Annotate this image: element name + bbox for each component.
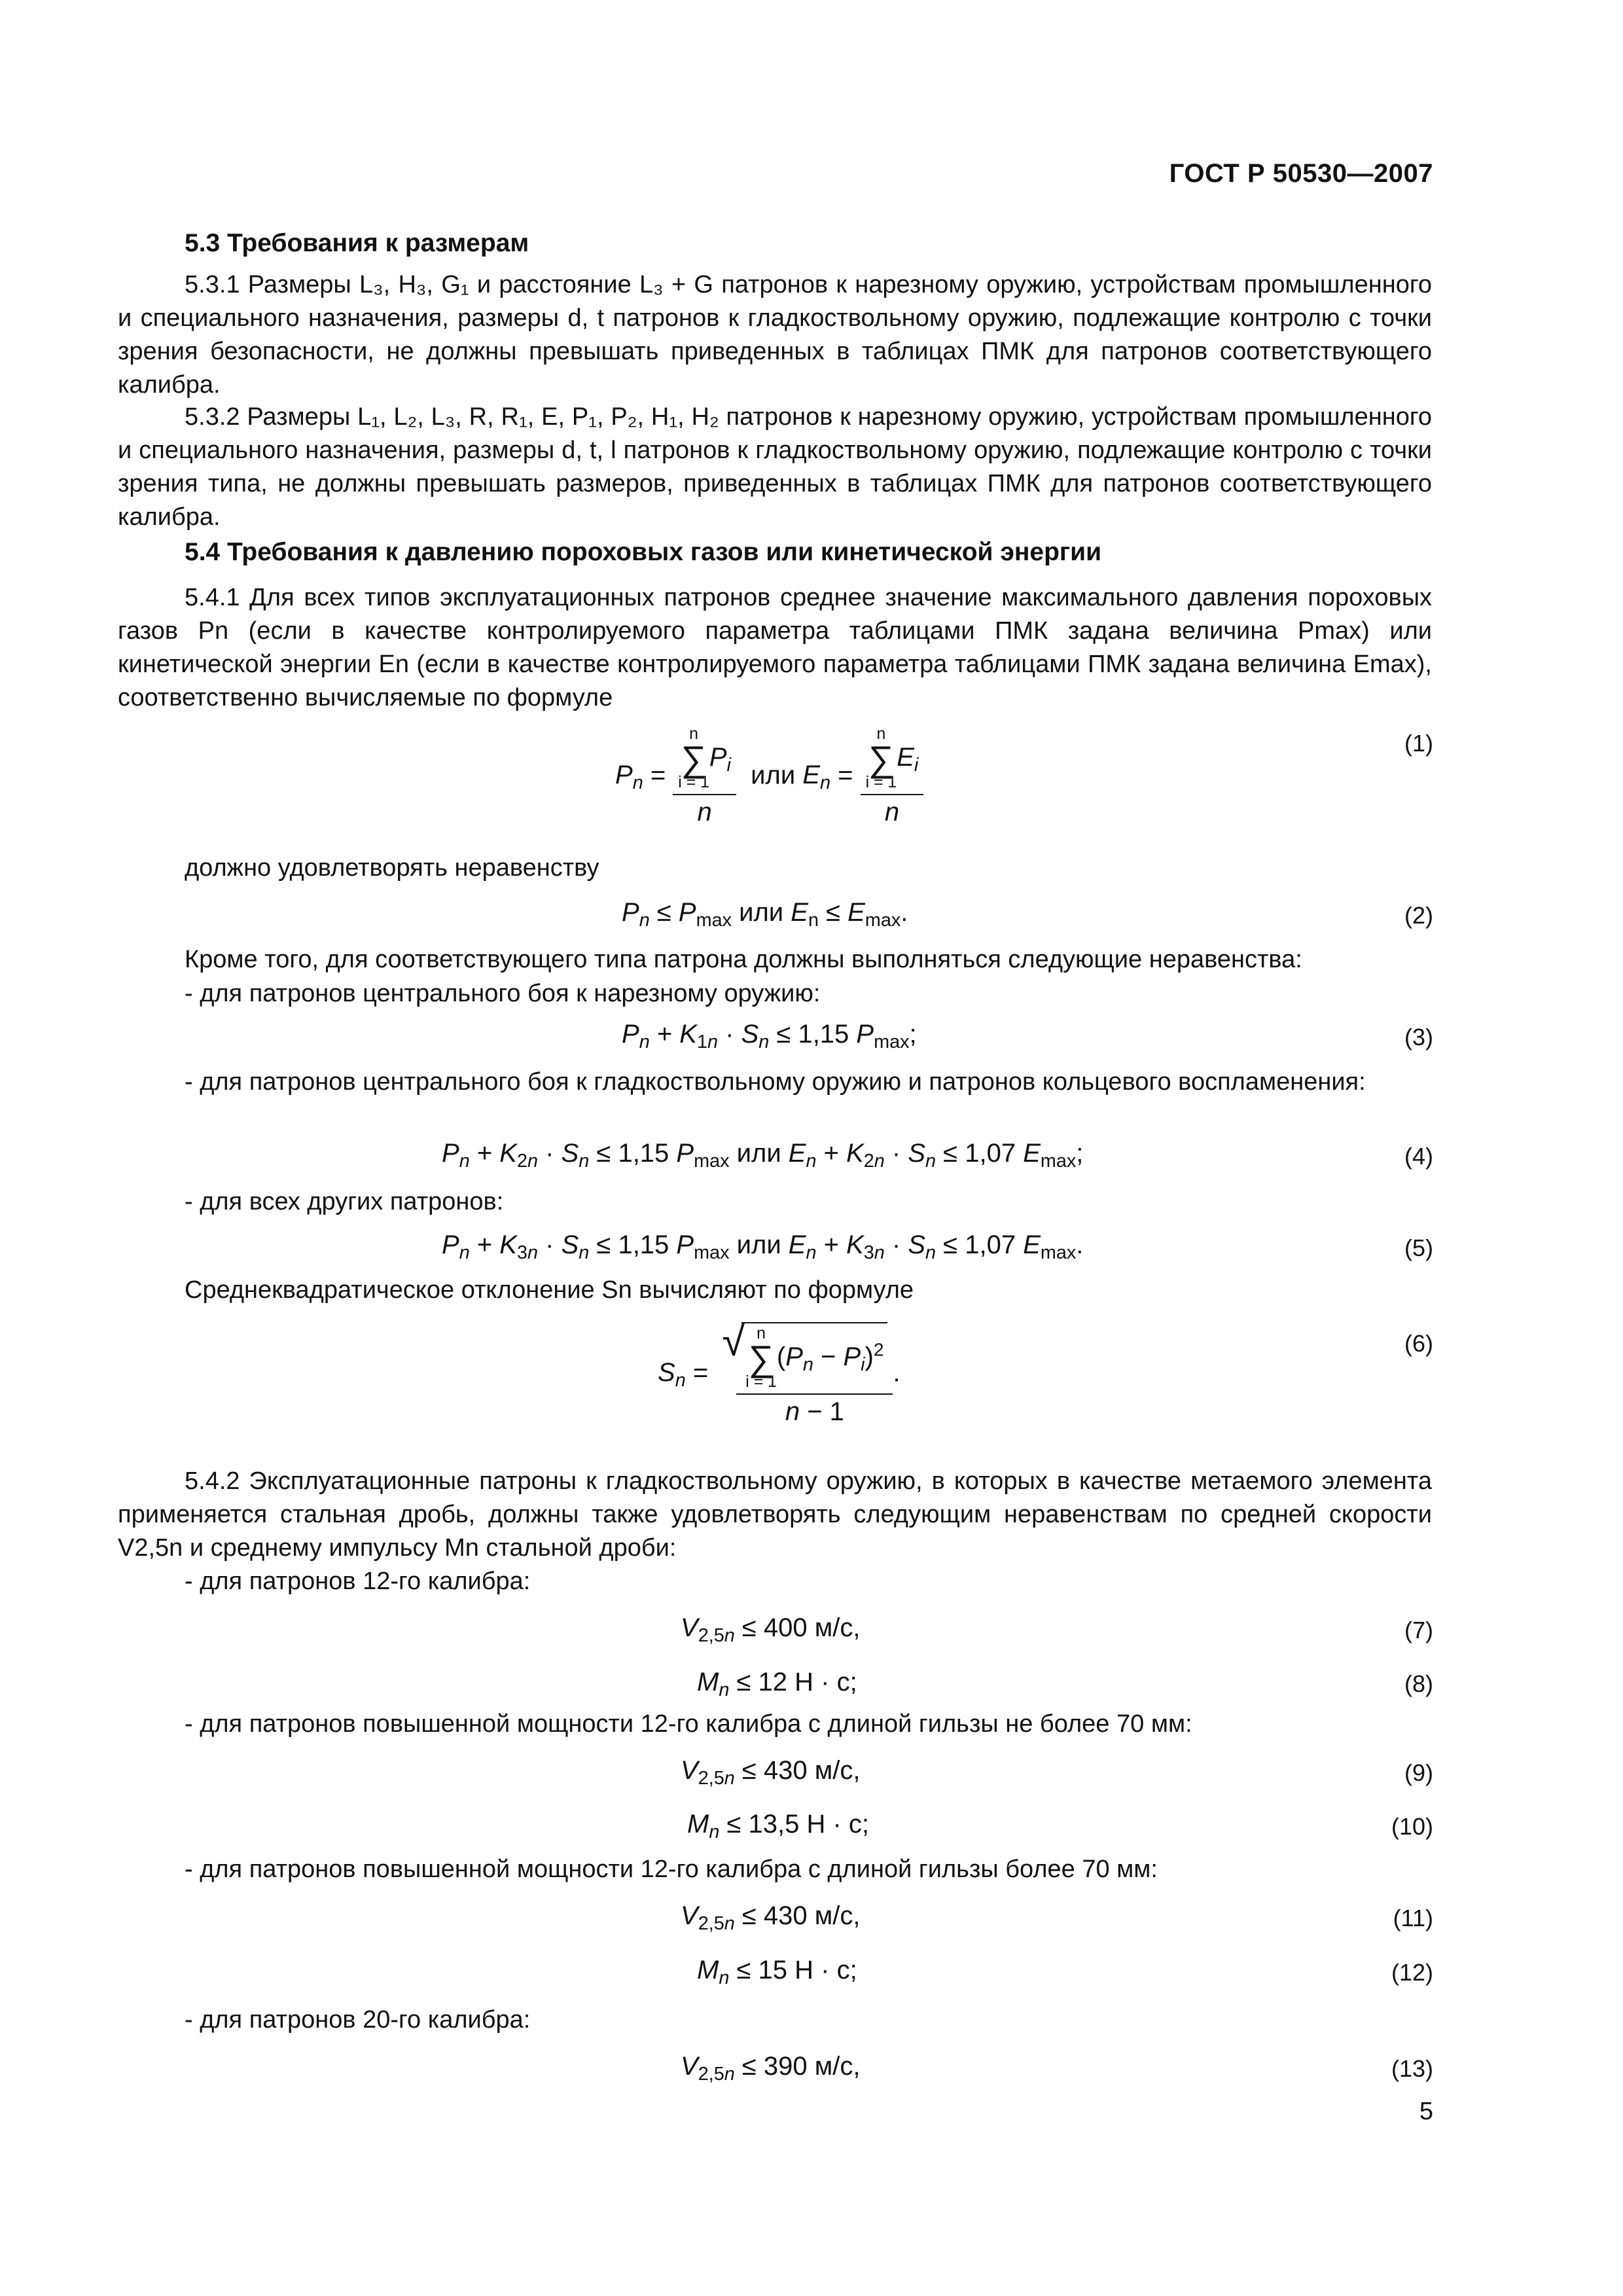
equation-11: $V_{2,5n} \le 430$ м/с,	[681, 1901, 861, 1935]
equation-6: $S_n$ = √ n ∑ i = 1 $(P_n - P_i)^2$ n − 1 .	[658, 1322, 901, 1427]
page-number: 5	[1419, 2098, 1433, 2125]
equation-number-2: (2)	[1404, 902, 1433, 929]
section-5-3-title: 5.3 Требования к размерам	[185, 229, 529, 257]
bullet-12-gauge: - для патронов 12-го калибра:	[185, 1568, 531, 1595]
equation-7: $V_{2,5n} \le 400$ м/с,	[681, 1613, 861, 1647]
equation-number-7: (7)	[1404, 1617, 1433, 1643]
section-5-4-title: 5.4 Требования к давлению пороховых газов или кинетической энергии	[185, 538, 1102, 566]
equation-4: $P_n + K_{2n} \cdot S_n \le 1,15$ $P_{max}$ или $E_n + K_{2n} \cdot S_n \le 1,07$ $E_{max}$;	[442, 1139, 1084, 1172]
equation-10: $M_n \le 13,5$ Н · с;	[687, 1810, 870, 1843]
equation-2: $P_n \le P_{max}$ или $E_n \le E_{max}$.	[622, 898, 908, 931]
equation-3: $P_n + K_{1n} \cdot S_n \le 1,15$ $P_{max}$;	[622, 1020, 917, 1053]
equation-9: $V_{2,5n} \le 430$ м/с,	[681, 1756, 861, 1789]
equation-number-3: (3)	[1404, 1024, 1433, 1050]
equation-number-6: (6)	[1404, 1330, 1433, 1357]
paragraph-5-4-2: 5.4.2 Эксплуатационные патроны к гладкоствольному оружию, в которых в качестве метаемого элемента применяется стальная дробь, должны также удовлетворять следующим неравенствам по средней скорости V2,5n и среднему импульсу Mn стальной дроби:	[118, 1467, 1432, 1562]
equation-1: $P_n$ = n ∑ i = 1 $P_i$ n или $E_n$ = n ∑ i = 1 $E_i$ n	[615, 726, 923, 827]
paragraph-5-4-1: 5.4.1 Для всех типов эксплуатационных патронов среднее значение максимального давления пороховых газов Pn (если в качестве контролируемого параметра таблицами ПМК задана величина Pmax) или кинетической энергии En (если в качестве контролируемого параметра таблицами ПМК задана величина Emax), соответственно вычисляемые по формуле	[118, 584, 1432, 711]
paragraph-5-3-1: 5.3.1 Размеры L₃, H₃, G₁ и расстояние L₃ + G патронов к нарезному оружию, устройствам промышленного и специального назначения, размеры d, t патронов к гладкоствольному оружию, подлежащие контролю с точки зрения безопасности, не должны превышать приведенных в таблицах ПМК для патронов соответствующего калибра.	[118, 271, 1432, 399]
equation-number-11: (11)	[1393, 1905, 1433, 1931]
bullet-centerfire-smoothbore-rimfire: - для патронов центрального боя к гладкоствольному оружию и патронов кольцевого воспламенения:	[185, 1068, 1366, 1096]
equation-number-5: (5)	[1404, 1234, 1433, 1261]
text-inequality-intro: должно удовлетворять неравенству	[185, 854, 599, 882]
equation-12: $M_n \le 15$ Н · с;	[697, 1956, 857, 1989]
equation-number-9: (9)	[1404, 1759, 1433, 1786]
equation-number-10: (10)	[1391, 1813, 1433, 1840]
text-additional-inequalities: Кроме того, для соответствующего типа патрона должны выполняться следующие неравенства:	[185, 946, 1302, 973]
bullet-20-gauge: - для патронов 20-го калибра:	[185, 2006, 531, 2034]
document-header: ГОСТ Р 50530—2007	[1169, 159, 1433, 188]
bullet-centerfire-rifled: - для патронов центрального боя к нарезному оружию:	[185, 980, 821, 1007]
paragraph-5-3-2: 5.3.2 Размеры L₁, L₂, L₃, R, R₁, E, P₁, P₂, H₁, H₂ патронов к нарезному оружию, устройствам промышленного и специального назначения, размеры d, t, l патронов к гладкоствольному оружию, подлежащие контролю с точки зрения типа, не должны превышать размеров, приведенных в таблицах ПМК для патронов соответствующего калибра.	[118, 403, 1432, 531]
equation-number-1: (1)	[1404, 730, 1433, 757]
equation-8: $M_n \le 12$ Н · с;	[697, 1668, 857, 1701]
equation-number-4: (4)	[1404, 1143, 1433, 1170]
equation-5: $P_n + K_{3n} \cdot S_n \le 1,15$ $P_{max}$ или $E_n + K_{3n} \cdot S_n \le 1,07$ $E_{max}$.	[442, 1230, 1084, 1264]
equation-13: $V_{2,5n} \le 390$ м/с,	[681, 2052, 861, 2085]
bullet-other-cartridges: - для всех других патронов:	[185, 1188, 504, 1215]
equation-number-13: (13)	[1391, 2055, 1433, 2082]
equation-number-8: (8)	[1404, 1670, 1433, 1697]
equation-number-12: (12)	[1391, 1959, 1433, 1986]
bullet-12-gauge-magnum-short: - для патронов повышенной мощности 12-го калибра с длиной гильзы не более 70 мм:	[185, 1710, 1192, 1738]
bullet-12-gauge-magnum-long: - для патронов повышенной мощности 12-го калибра с длиной гильзы более 70 мм:	[185, 1856, 1158, 1883]
text-std-deviation-intro: Среднеквадратическое отклонение Sn вычисляют по формуле	[185, 1276, 914, 1304]
